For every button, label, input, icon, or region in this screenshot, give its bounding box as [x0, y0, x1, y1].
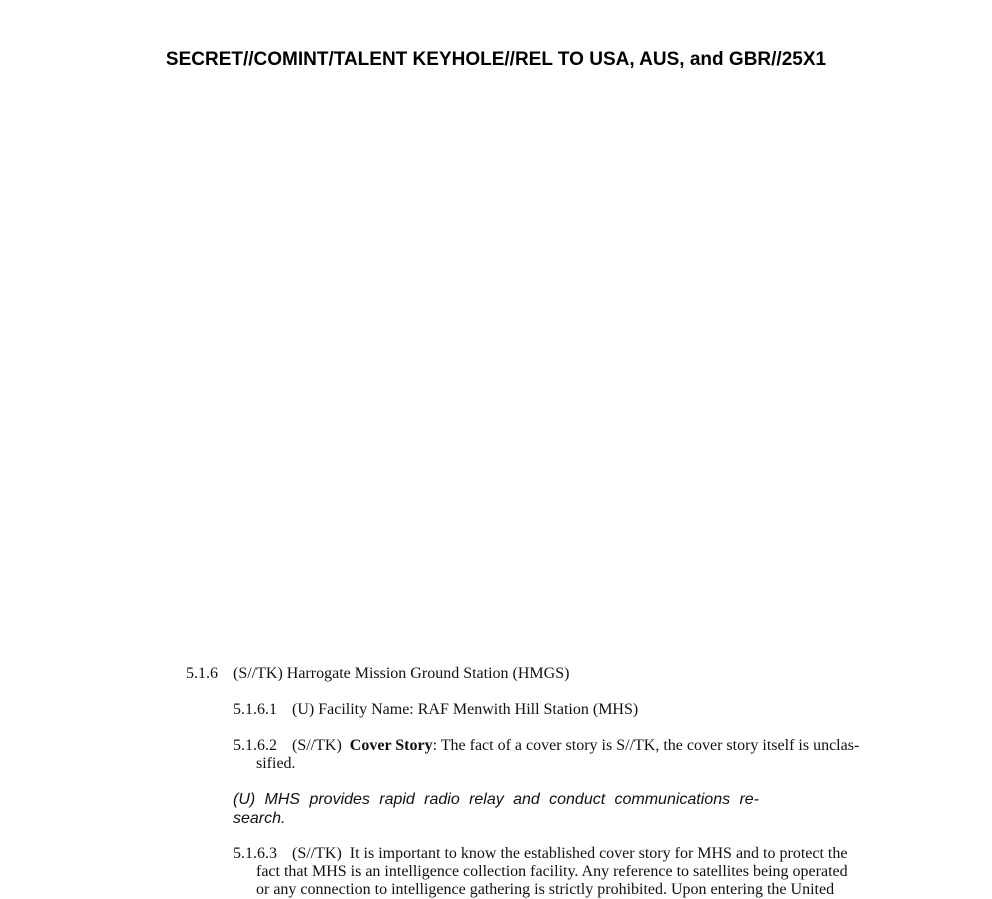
protection-line-3: or any connection to intelligence gathering is strictly prohibited. Upon entering the United — [256, 881, 835, 898]
subsection-text: (U) Facility Name: RAF Menwith Hill Station (MHS) — [292, 701, 639, 718]
section-heading — [186, 665, 569, 683]
section-title: (S//TK) Harrogate Mission Ground Station (HMGS) — [233, 665, 570, 682]
subsection-facility-name — [233, 701, 638, 719]
cover-story-line-1 — [233, 737, 873, 755]
cover-story-label: Cover Story — [349, 737, 433, 754]
classification-marking: (S//TK) — [292, 845, 342, 862]
subsection-cover-protection — [233, 845, 873, 899]
cover-note-line-1: (U) MHS provides rapid radio relay and conduct communications re- — [233, 791, 759, 808]
cover-story-note — [233, 790, 759, 828]
cover-story-text: : The fact of a cover story is S//TK, the cover story itself is unclas- — [432, 737, 860, 754]
section-number: 5.1.6 — [186, 665, 218, 682]
classification-marking: (S//TK) — [292, 737, 342, 754]
subsection-number: 5.1.6.1 — [233, 701, 277, 718]
protection-text: It is important to know the established cover story for MHS and to protect the — [349, 845, 848, 862]
cover-note-line-2: search. — [233, 810, 286, 827]
subsection-number: 5.1.6.2 — [233, 737, 277, 754]
subsection-number: 5.1.6.3 — [233, 845, 277, 862]
protection-line-1 — [233, 845, 873, 863]
protection-line-2: fact that MHS is an intelligence collection facility. Any reference to satellites being operated — [256, 863, 848, 880]
classification-banner: SECRET//COMINT/TALENT KEYHOLE//REL TO USA, AUS, and GBR//25X1 — [165, 49, 827, 70]
cover-story-line-2: sified. — [256, 755, 296, 772]
subsection-cover-story — [233, 737, 873, 773]
